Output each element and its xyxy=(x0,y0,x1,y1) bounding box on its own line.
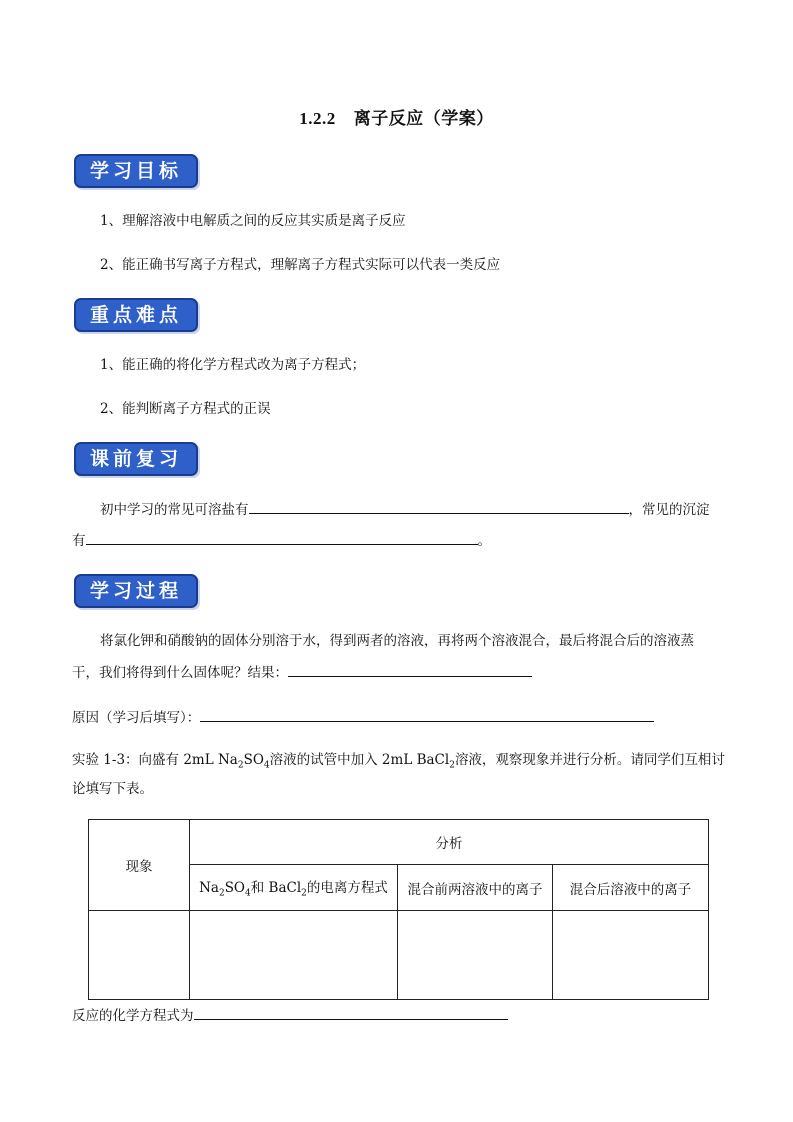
subheader-a4: 的电离方程式 xyxy=(306,880,388,897)
equation-blank[interactable] xyxy=(194,1005,508,1020)
review-line2-suffix: 。 xyxy=(477,533,491,549)
exp-sub-c: 2 xyxy=(449,760,455,771)
reason-blank[interactable] xyxy=(200,707,654,722)
review-line1-prefix: 初中学习的常见可溶盐有 xyxy=(100,502,249,518)
section-badge-key-points: 重点难点 xyxy=(74,298,198,332)
cell-phenomenon[interactable] xyxy=(89,911,190,1000)
subheader-a3: 和 BaCl xyxy=(250,880,302,897)
exp-sub-a: 2 xyxy=(237,760,244,771)
section-badge-goals: 学习目标 xyxy=(74,154,198,188)
process-para-line-2 xyxy=(72,662,532,683)
experiment-line-1 xyxy=(72,750,725,776)
subheader-sub2: 4 xyxy=(245,888,251,899)
equation-line xyxy=(72,1005,508,1026)
exp-text-b: SO xyxy=(243,752,264,768)
exp-text-a: 实验 1-3：向盛有 2mL Na xyxy=(72,752,238,768)
header-phenomenon: 现象 xyxy=(89,820,190,911)
section-badge-review: 课前复习 xyxy=(74,442,198,476)
experiment-line-2: 论填写下表。 xyxy=(72,781,153,797)
cell-ions-before[interactable] xyxy=(398,911,553,1000)
reason-line xyxy=(72,707,654,728)
equation-label: 反应的化学方程式为 xyxy=(72,1008,194,1024)
review-line2-prefix: 有 xyxy=(72,533,86,549)
cell-ions-after[interactable] xyxy=(553,911,709,1000)
review-line-1 xyxy=(100,499,710,520)
process-para-line-1: 将氯化钾和硝酸钠的固体分别溶于水，得到两者的溶液，再将两个溶液混合，最后将混合后的溶液蒸 xyxy=(100,633,694,649)
review-blank-precipitates[interactable] xyxy=(86,530,478,545)
subheader-a2: SO xyxy=(224,880,246,897)
subheader-sub3: 2 xyxy=(301,888,307,899)
goal-item-1: 1、理解溶液中电解质之间的反应其实质是离子反应 xyxy=(100,213,406,229)
reason-label: 原因（学习后填写）： xyxy=(72,710,201,726)
subheader-ions-after: 混合后溶液中的离子 xyxy=(553,865,709,911)
review-line1-suffix: ，常见的沉淀 xyxy=(628,502,710,518)
review-blank-soluble-salts[interactable] xyxy=(249,499,629,514)
key-point-item-2: 2、能判断离子方程式的正误 xyxy=(100,401,271,417)
subheader-ions-before: 混合前两溶液中的离子 xyxy=(398,865,553,911)
title-number: 1.2.2 xyxy=(299,109,336,128)
subheader-ionization xyxy=(190,865,398,911)
exp-text-d: 溶液，观察现象并进行分析。请同学们互相讨 xyxy=(454,752,725,768)
goal-item-2: 2、能正确书写离子方程式，理解离子方程式实际可以代表一类反应 xyxy=(100,257,501,273)
page-title xyxy=(0,104,793,129)
cell-ionization[interactable] xyxy=(190,911,398,1000)
header-analysis: 分析 xyxy=(190,820,709,865)
analysis-table xyxy=(88,819,709,1000)
result-blank[interactable] xyxy=(288,662,532,677)
exp-text-c: 溶液的试管中加入 2mL BaCl xyxy=(269,752,450,768)
exp-sub-b: 4 xyxy=(263,760,270,771)
subheader-sub1: 2 xyxy=(218,888,225,899)
subheader-a1: Na xyxy=(199,880,219,897)
process-question: 干，我们将得到什么固体呢？结果： xyxy=(72,665,288,681)
section-badge-process: 学习过程 xyxy=(74,574,198,608)
key-point-item-1: 1、能正确的将化学方程式改为离子方程式； xyxy=(100,357,366,373)
title-text: 离子反应（学案） xyxy=(353,109,494,129)
review-line-2 xyxy=(72,530,491,551)
